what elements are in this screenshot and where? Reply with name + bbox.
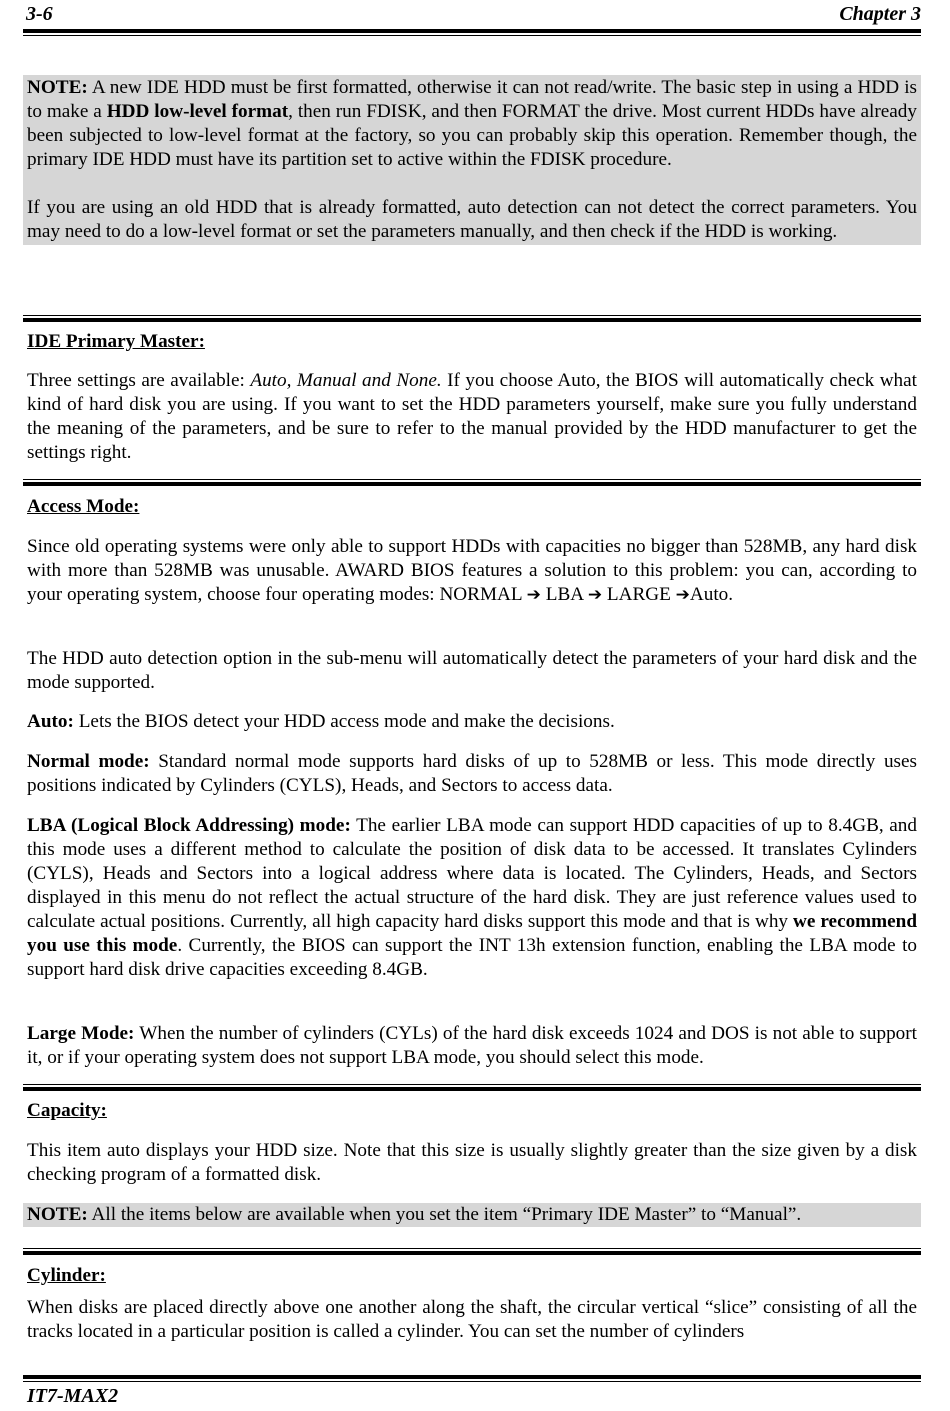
large-mode-description: Large Mode: When the number of cylinders (CYLs) of the hard disk exceeds 1024 and DOS is not able to support it, or if your operating system does not support LBA mode, you should select this mode. bbox=[27, 1023, 917, 1068]
ide-primary-master-text: Three settings are available: Auto, Manual and None. If you choose Auto, the BIOS will automatically check what kind of hard disk you are using. If you want to set the HDD parameters yourself, make sure you fully understand the meaning of the parameters, and be sure to refer to the manual provided by the HDD manufacturer to get the settings right. bbox=[27, 370, 917, 463]
header-rule bbox=[23, 29, 921, 36]
section-rule bbox=[23, 479, 921, 486]
note-paragraph-2: If you are using an old HDD that is already formatted, auto detection can not detect the correct parameters. You may need to do a low-level format or set the parameters manually, and then check if the HDD is working. bbox=[27, 197, 917, 242]
footer-model: IT7-MAX2 bbox=[27, 1385, 119, 1407]
footer-rule bbox=[23, 1375, 921, 1382]
section-rule bbox=[23, 1084, 921, 1091]
arrow-right-icon: ➔ bbox=[675, 585, 690, 605]
note-box bbox=[23, 75, 921, 245]
section-title-ide-primary-master: IDE Primary Master: bbox=[27, 331, 205, 352]
auto-mode-description: Auto: Lets the BIOS detect your HDD access mode and make the decisions. bbox=[27, 711, 615, 732]
page-number: 3-6 bbox=[26, 3, 53, 25]
note-paragraph: NOTE: A new IDE HDD must be first formatted, otherwise it can not read/write. The basic step in using a HDD is to make a HDD low-level format, then run FDISK, and then FORMAT the drive. Most current HDDs have already been subjected to low-level format at the factory, so you can probably skip this operation. Remember though, the primary IDE HDD must have its partition set to active within the FDISK procedure. bbox=[27, 77, 917, 170]
access-mode-intro: Since old operating systems were only able to support HDDs with capacities no bigger than 528MB, any hard disk with more than 528MB was unusable. AWARD BIOS features a solution to this problem: you can, according to your operating system, choose four operating modes: NORMAL ➔ LBA ➔ LARGE ➔Auto. bbox=[27, 536, 917, 605]
section-title-access-mode: Access Mode: bbox=[27, 496, 140, 517]
section-rule bbox=[23, 315, 921, 322]
note-label: NOTE: bbox=[27, 1204, 88, 1225]
note-label: NOTE: bbox=[27, 77, 88, 98]
cylinder-text: When disks are placed directly above one another along the shaft, the circular vertical “slice” consisting of all the tracks located in a particular position is called a cylinder. You can set the number of cylinders bbox=[27, 1297, 917, 1342]
note-box-2 bbox=[23, 1203, 921, 1227]
page-header bbox=[26, 2, 921, 28]
section-rule bbox=[23, 1248, 921, 1255]
access-mode-detection: The HDD auto detection option in the sub-menu will automatically detect the parameters of your hard disk and the mode supported. bbox=[27, 648, 917, 693]
arrow-right-icon: ➔ bbox=[587, 585, 603, 605]
chapter-title: Chapter 3 bbox=[839, 3, 921, 25]
section-title-capacity: Capacity: bbox=[27, 1100, 107, 1121]
section-title-cylinder: Cylinder: bbox=[27, 1265, 106, 1286]
capacity-text: This item auto displays your HDD size. Note that this size is usually slightly greater than the size given by a disk checking program of a formatted disk. bbox=[27, 1140, 917, 1185]
lba-mode-description: LBA (Logical Block Addressing) mode: The earlier LBA mode can support HDD capacities of up to 8.4GB, and this mode uses a different method to calculate the position of disk data to be accessed. It translates Cylinders (CYLS), Heads and Sectors into a logical address where data is located. The Cylinders, Heads, and Sectors displayed in this menu do not reflect the actual structure of the hard disk. They are just reference values used to calculate actual positions. Currently, all high capacity hard disks support this mode and that is why we recommend you use this mode. Currently, the BIOS can support the INT 13h extension function, enabling the LBA mode to support hard disk drive capacities exceeding 8.4GB. bbox=[27, 815, 918, 980]
emphasis: HDD low-level format bbox=[106, 101, 289, 122]
arrow-right-icon: ➔ bbox=[526, 585, 541, 605]
note-paragraph: NOTE: All the items below are available when you set the item “Primary IDE Master” to “Manual”. bbox=[27, 1204, 802, 1225]
normal-mode-description: Normal mode: Standard normal mode supports hard disks of up to 528MB or less. This mode directly uses positions indicated by Cylinders (CYLS), Heads, and Sectors to access data. bbox=[27, 751, 917, 796]
